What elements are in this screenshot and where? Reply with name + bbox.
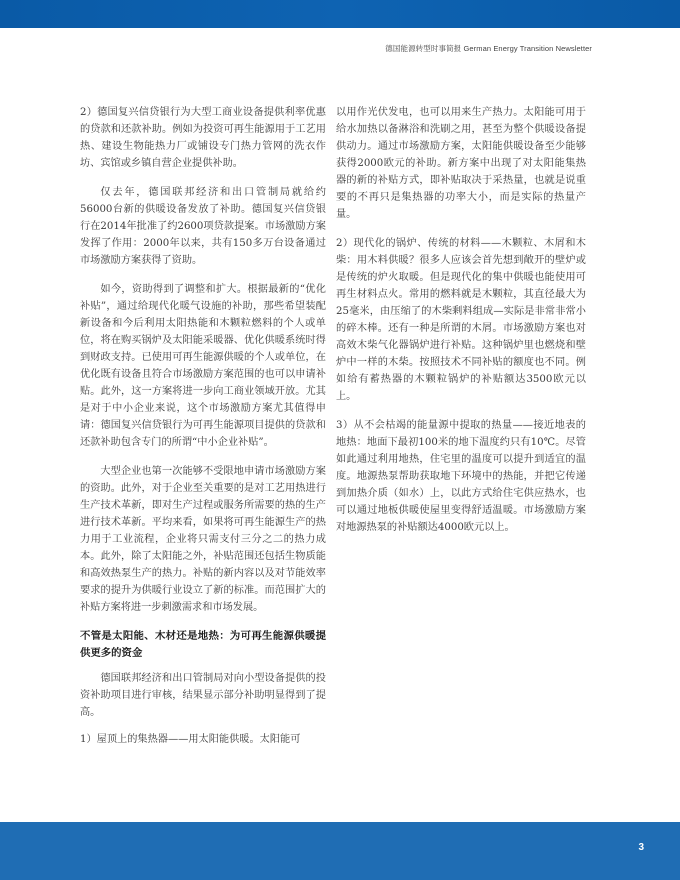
right-text-column — [336, 104, 586, 548]
paragraph-solar-intro: 1）屋顶上的集热器——用太阳能供暖。太阳能可 — [80, 734, 301, 745]
left-text-column — [80, 104, 326, 760]
paragraph-wood-heating: 2）现代化的锅炉、传统的材料——木颗粒、木屑和木柴：用木料供暖？很多人应该会首先想到敞开的壁炉或是传统的炉火取暖。但是现代化的集中供暖也能使用可再生材料点火。常用的燃料就是木颗粒，其直径最大为25毫米，由压缩了的木柴剩料组成—实际是非常非常小的碎木棒。还有一种是所谓的木屑。市场激励方案也对高效木柴气化器锅炉进行补贴。这种锅炉里也燃烧和壁炉中一样的木柴。按照技术不同补贴的额度也不同。例如给有蓄热器的木颗粒锅炉的补贴额达3500欧元以上。 — [336, 238, 586, 402]
page-number: 3 — [638, 842, 644, 853]
section-heading: 不管是太阳能、木材还是地热：为可再生能源供暖提供更多的资金 — [80, 630, 326, 659]
paragraph-bafa-review: 德国联邦经济和出口管制局对向小型设备提供的投资补助项目进行审核，结果显示部分补助明显得到了提高。 — [80, 673, 326, 718]
paragraph-optimization-subsidy: 如今，资助得到了调整和扩大。根据最新的“优化补贴”，通过给现代化暖气设施的补助，那些希望装配新设备和今后利用太阳热能和木颗粒燃料的个人或单位，将在购买锅炉及太阳能采暖器、优化供暖系统时得到财政支持。已使用可再生能源供暖的个人或单位，在优化既有设备且符合市场激励方案范围的也可以申请补贴。此外，这一方案将进一步向工商业领域开放。尤其是对于中小企业来说，这个市场激励方案尤其值得申请：德国复兴信贷银行为可再生能源项目提供的贷款和还款补助包含专门的所谓“中小企业补贴”。 — [80, 284, 326, 448]
paragraph-large-enterprises: 大型企业也第一次能够不受限地申请市场激励方案的资助。此外，对于企业至关重要的是对工艺用热进行生产技术革新，即对生产过程或服务所需要的热的生产进行技术革新。平均来看，如果将可再生能源生产的热力用于工业流程，企业将只需支付三分之二的热力成本。此外，除了太阳能之外，补贴范围还包括生物质能和高效热泵生产的热力。补贴的新内容以及对节能效率要求的提升为供暖行业设立了新的标准。而范围扩大的补贴方案将进一步刺激需求和市场发展。 — [80, 466, 326, 613]
top-header-bar — [0, 0, 680, 28]
footer-bar — [0, 822, 680, 880]
paragraph-kfw-loans: 2）德国复兴信贷银行为大型工商业设备提供利率优惠的贷款和还款补助。例如为投资可再生能源用于工艺用热、建设生物能热力厂或铺设专门热力管网的洗衣作坊、宾馆或乡镇自营企业提供补助。 — [80, 107, 326, 169]
paragraph-subsidy-stats: 仅去年，德国联邦经济和出口管制局就给约56000台新的供暖设备发放了补助。德国复兴信贷银行在2014年批准了约2600项贷款提案。市场激励方案发挥了作用：2000年以来，共有150多万台设备通过市场激励方案获得了资助。 — [80, 187, 326, 266]
paragraph-geothermal: 3）从不会枯竭的能量源中提取的热量——接近地表的地热：地面下最初100米的地下温度约只有10℃。尽管如此通过利用地热，住宅里的温度可以提升到适宜的温度。地源热泵帮助获取地下环境中的热能，并把它传递到加热介质（如水）上，以此方式给住宅供应热水，也可以通过地板供暖使屋里变得舒适温暖。市场激励方案对地源热泵的补贴额达4000欧元以上。 — [336, 420, 586, 533]
newsletter-title: 德国能源转型时事简报 German Energy Transition Newsletter — [385, 44, 592, 53]
paragraph-solar-thermal: 以用作光伏发电，也可以用来生产热力。太阳能可用于给水加热以备淋浴和洗刷之用，甚至为整个供暖设备提供动力。通过市场激励方案，太阳能供暖设备至少能够获得2000欧元的补助。新方案中出现了对太阳能集热器的新的补贴方式，即补贴取决于采热量，也就是说重要的不再只是集热器的功率大小，而是实际的热量产量。 — [336, 107, 586, 220]
